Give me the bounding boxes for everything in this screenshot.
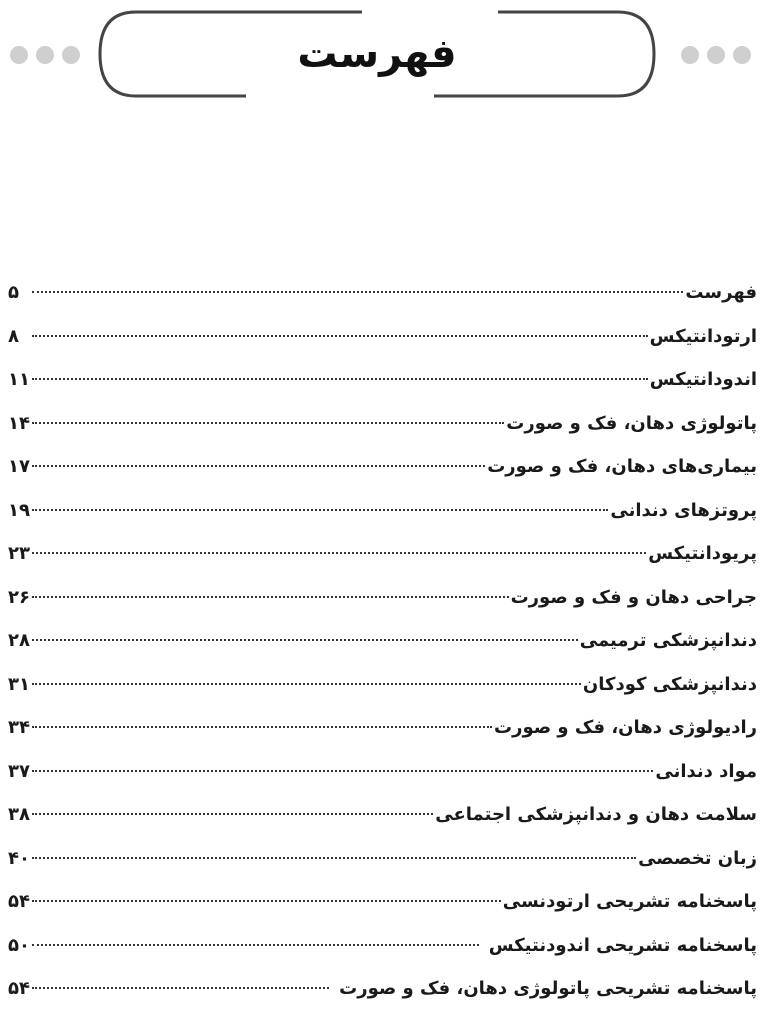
toc-entry[interactable] xyxy=(0,798,769,842)
toc-page-number: ۱۹ xyxy=(8,499,30,521)
toc-page-number: ۵۰ xyxy=(8,934,30,956)
toc-entry[interactable] xyxy=(0,929,769,973)
toc-page-number: ۱۴ xyxy=(8,412,30,434)
toc-page-number: ۳۷ xyxy=(8,760,30,782)
toc-dot-leader xyxy=(32,987,329,989)
toc-page-number: ۳۸ xyxy=(8,804,30,825)
decorative-dots-left xyxy=(10,46,80,64)
toc-entry[interactable] xyxy=(0,363,769,407)
toc-entry[interactable] xyxy=(0,494,769,538)
toc-entry-title: زبان تخصصی xyxy=(638,847,757,869)
decorative-dots-right xyxy=(681,46,751,64)
toc-dot-leader xyxy=(32,944,479,946)
decorative-dot xyxy=(62,46,80,64)
toc-entry[interactable] xyxy=(0,711,769,755)
toc-page-number: ۵۴ xyxy=(8,891,30,912)
toc-entry-title: پاسخنامه تشریحی ارتودنسی xyxy=(502,891,757,912)
toc-entry[interactable] xyxy=(0,624,769,668)
toc-entry-title: بیماری‌های دهان، فک و صورت xyxy=(487,456,757,477)
toc-entry-title: دندانپزشکی کودکان xyxy=(582,673,757,695)
decorative-dot xyxy=(681,46,699,64)
toc-dot-leader xyxy=(32,770,653,772)
toc-entry-title: رادیولوژی دهان، فک و صورت xyxy=(494,717,757,738)
toc-entry-title: جراحی دهان و فک و صورت xyxy=(510,586,757,608)
table-of-contents xyxy=(0,276,769,1016)
toc-entry[interactable] xyxy=(0,276,769,320)
toc-entry[interactable] xyxy=(0,972,769,1016)
toc-page-number: ۵ xyxy=(8,282,19,303)
toc-entry[interactable] xyxy=(0,450,769,494)
toc-entry-title: سلامت دهان و دندانپزشکی اجتماعی xyxy=(435,804,757,825)
toc-entry-title: دندانپزشکی ترمیمی xyxy=(579,630,757,651)
toc-dot-leader xyxy=(32,726,492,728)
toc-entry[interactable] xyxy=(0,842,769,886)
toc-dot-leader xyxy=(32,900,501,902)
toc-dot-leader xyxy=(32,552,646,554)
toc-entry[interactable] xyxy=(0,885,769,929)
toc-entry-title: پریودانتیکس xyxy=(648,543,757,564)
toc-entry[interactable] xyxy=(0,320,769,364)
toc-page-number: ۳۱ xyxy=(8,673,30,695)
toc-page-number: ۱۷ xyxy=(8,456,30,477)
toc-dot-leader xyxy=(32,378,648,380)
toc-entry-title: اندودانتیکس xyxy=(649,369,757,390)
toc-entry[interactable] xyxy=(0,537,769,581)
toc-dot-leader xyxy=(32,335,648,337)
toc-dot-leader xyxy=(32,596,509,598)
toc-dot-leader xyxy=(32,291,683,293)
toc-entry-title: مواد دندانی xyxy=(655,760,757,782)
toc-page-number: ۲۳ xyxy=(8,543,30,564)
toc-dot-leader xyxy=(32,857,636,859)
toc-entry-title: ارتودانتیکس xyxy=(649,325,757,347)
toc-dot-leader xyxy=(32,465,485,467)
decorative-dot xyxy=(10,46,28,64)
toc-dot-leader xyxy=(32,509,608,511)
toc-dot-leader xyxy=(32,422,504,424)
toc-entry-title: پاسخنامه تشریحی اندودنتیکس xyxy=(488,934,757,956)
decorative-dot xyxy=(733,46,751,64)
toc-dot-leader xyxy=(32,813,433,815)
toc-entry[interactable] xyxy=(0,407,769,451)
toc-dot-leader xyxy=(32,639,578,641)
toc-page-number: ۴۰ xyxy=(8,847,30,869)
page-header xyxy=(0,0,769,110)
toc-page-number: ۵۴ xyxy=(8,978,30,999)
toc-entry-title: پاتولوژی دهان، فک و صورت xyxy=(506,412,757,434)
toc-page-number: ۲۸ xyxy=(8,630,30,651)
toc-entry-title: پروتزهای دندانی xyxy=(610,499,757,521)
decorative-dot xyxy=(36,46,54,64)
toc-dot-leader xyxy=(32,683,581,685)
toc-page-number: ۸ xyxy=(8,325,19,347)
decorative-dot xyxy=(707,46,725,64)
toc-page-number: ۲۶ xyxy=(8,586,30,608)
toc-entry[interactable] xyxy=(0,755,769,799)
toc-entry-title: فهرست xyxy=(685,282,757,303)
toc-entry[interactable] xyxy=(0,581,769,625)
toc-page-number: ۱۱ xyxy=(8,369,30,390)
toc-page-number: ۳۴ xyxy=(8,717,30,738)
page-title: فهرست xyxy=(297,31,457,77)
toc-entry-title: پاسخنامه تشریحی پاتولوژی دهان، فک و صورت xyxy=(339,978,757,999)
toc-entry[interactable] xyxy=(0,668,769,712)
